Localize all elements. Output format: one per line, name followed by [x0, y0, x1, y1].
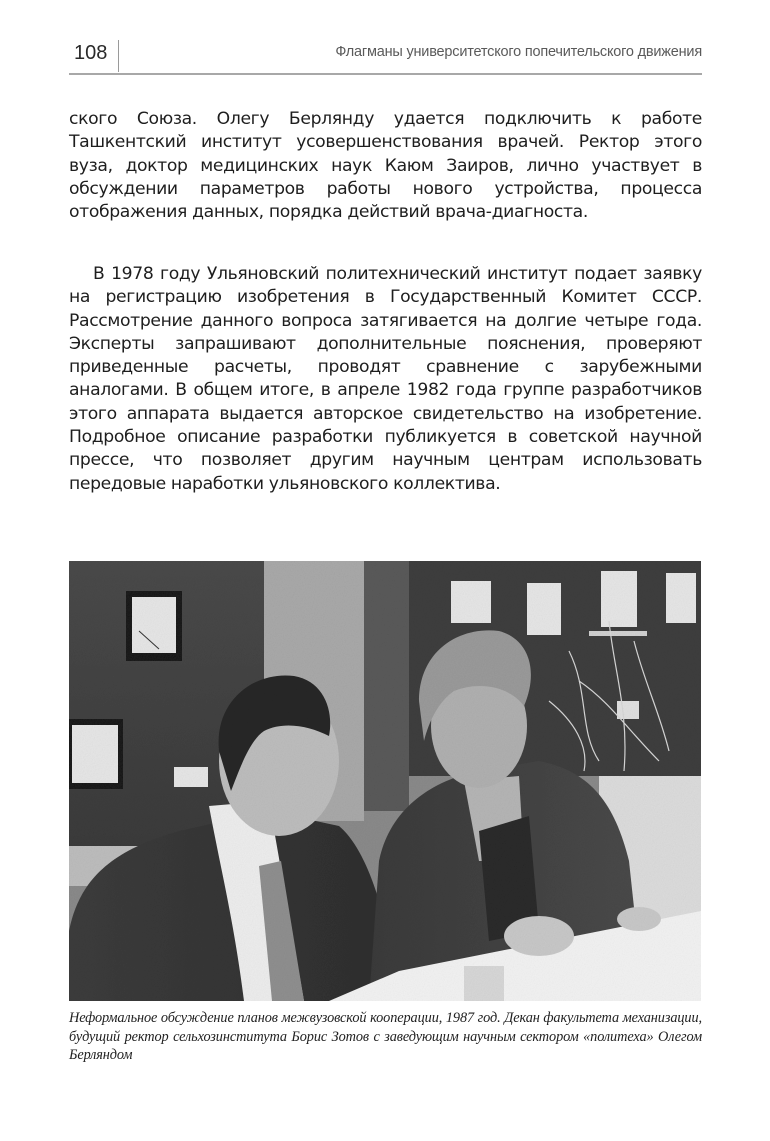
body-paragraph-1: [69, 108, 702, 224]
meter-gauge: [451, 581, 491, 623]
caption-text: Неформальное обсуждение планов межвузовской кооперации, 1987 год. Декан факультета механизации, будущий ректор сельхозинститута Борис Зотов с заведующим научным сектором «политеха» Олегом Берляндом: [69, 1010, 702, 1063]
hand: [504, 916, 574, 956]
meter-gauge: [527, 583, 561, 635]
paragraph-text: ского Союза. Олегу Берлянду удается подключить к работе Ташкентский институт усовершенствования врачей. Ректор этого вуза, доктор медицинских наук Каюм Заиров, лично участвует в обсуждении параметров работы нового устройства, процесса отображения данных, порядка действий врача-диагноста.: [69, 109, 702, 223]
meter-gauge: [601, 571, 637, 627]
paragraph-text: В 1978 году Ульяновский политехнический институт подает заявку на регистрацию изобретения в Государственный Комитет СССР. Рассмотрение данного вопроса затягивается на долгие четыре года. Эксперты запрашивают дополнительные пояснения, проверяют приведенные расчеты, проводят сравнение с зарубежными аналогами. В общем итоге, в апреле 1982 года группе разработчиков этого аппарата выдается авторское свидетельство на изобретение. Подробное описание разработки публикуется в советской научной прессе, что позволяет другим научным центрам использовать передовые наработки ульяновского коллектива.: [69, 264, 702, 494]
meter-gauge: [666, 573, 696, 623]
hand: [617, 907, 661, 931]
photo-illustration: [69, 561, 701, 1001]
header-rule: [69, 73, 702, 75]
glass: [464, 966, 504, 1001]
body-paragraph-2: [69, 263, 702, 496]
running-title: Флагманы университетского попечительского движения: [335, 44, 702, 60]
figure-caption: [69, 1009, 702, 1065]
header-divider: [118, 40, 119, 72]
page-header: [69, 38, 702, 74]
archival-photo: [69, 561, 701, 1001]
page-number: 108: [74, 42, 108, 64]
